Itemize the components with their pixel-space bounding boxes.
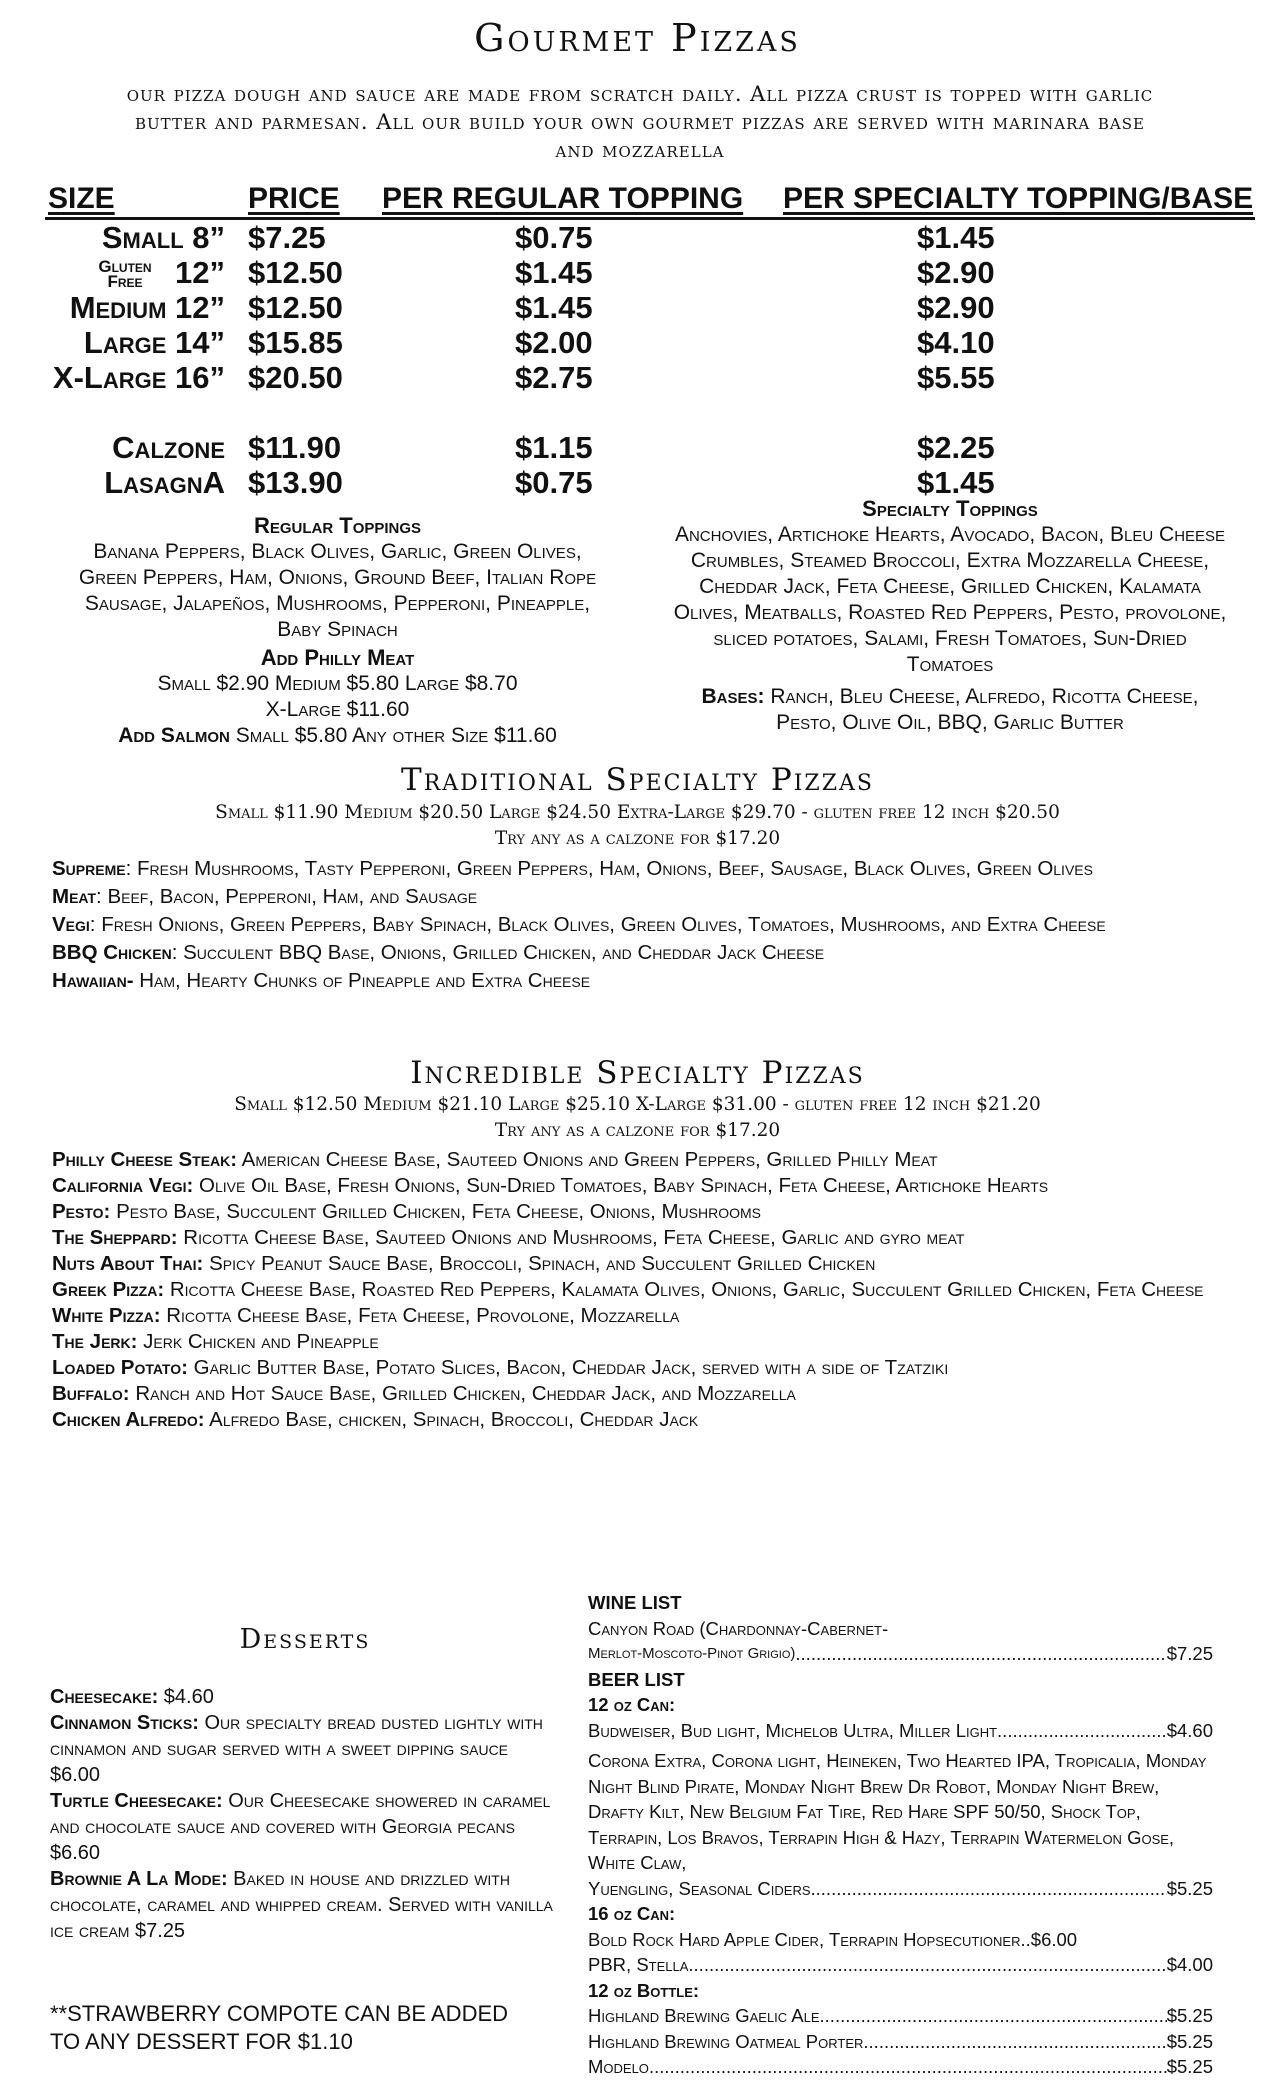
can16-title: 16 oz Can:: [588, 1903, 676, 1924]
item-name: Cheesecake:: [50, 1686, 159, 1708]
leader-dots: [997, 1718, 1167, 1744]
bottle-item: Highland Brewing Gaelic Ale: [588, 2005, 820, 2026]
list-item: [52, 968, 1232, 994]
row-regular: $1.45: [515, 255, 593, 290]
incredible-calzone: Try any as a calzone for $17.20: [494, 1120, 781, 1141]
item-sep: :: [171, 941, 178, 964]
row-price: $7.25: [248, 220, 326, 255]
row-price: $12.50: [248, 290, 343, 325]
item-name: Philly Cheese Steak:: [52, 1148, 238, 1171]
list-item: [52, 884, 1232, 910]
list-item: [52, 856, 1232, 882]
item-name: Hawaiian-: [52, 969, 134, 992]
bottle-price: $5.25: [1166, 2005, 1213, 2026]
bases-list: Ranch, Bleu Cheese, Alfredo, Ricotta Cheese, Pesto, Olive Oil, BBQ, Garlic Butter: [764, 685, 1199, 734]
row-size: Calzone: [112, 430, 225, 465]
can12-domestic: Budweiser, Bud light, Michelob Ultra, Miller Light: [588, 1719, 998, 1741]
can12-list: Corona Extra, Corona light, Heineken, Two Hearted IPA, Tropicalia, Monday Night Blind Pirate, Monday Night Brew Dr Robot, Monday Night Brew, Drafty Kilt, New Belgium Fat Tire, Red Hare SPF 50/50, Shock Top, Terrapin, Los Bravos, Terrapin High & Hazy, Terrapin Watermelon Gose, White Claw,: [588, 1750, 1207, 1873]
item-desc: Pesto Base, Succulent Grilled Chicken, Feta Cheese, Onions, Mushrooms: [110, 1200, 761, 1223]
can12-domestic-price: $4.60: [1166, 1719, 1213, 1741]
list-item: [52, 1303, 1232, 1329]
bottle-line: [588, 2003, 1213, 2029]
row-size: X-Large 16”: [52, 360, 225, 395]
bottle-item: Modelo: [588, 2056, 649, 2077]
row-specialty: $4.10: [917, 325, 995, 360]
row-size: Medium 12”: [69, 290, 225, 325]
list-item: [52, 1147, 1232, 1173]
can12-last-line: [588, 1876, 1213, 1902]
item-name: Chicken Alfredo:: [52, 1408, 205, 1431]
dessert-note: **STRAWBERRY COMPOTE CAN BE ADDED TO ANY DESSERT FOR $1.10: [50, 2001, 509, 2054]
item-name: Cinnamon Sticks:: [50, 1712, 199, 1734]
item-name: Loaded Potato:: [52, 1356, 188, 1379]
philly-prices: Small $2.90 Medium $5.80 Large $8.70: [157, 672, 518, 695]
item-name: Turtle Cheesecake:: [50, 1790, 223, 1812]
row-size-gluten-free: Gluten Free: [98, 257, 152, 291]
price-row: [0, 325, 1275, 361]
item-desc: Our specialty bread dusted lightly with cinnamon and sugar served with a sweet dipping sauce $6.00: [50, 1712, 543, 1786]
header-price: PRICE: [248, 182, 340, 215]
item-name: Meat: [52, 885, 97, 908]
bases-label: Bases:: [701, 685, 765, 708]
traditional-list: [52, 856, 1232, 994]
row-price: $11.90: [248, 430, 342, 465]
leader-dots: [863, 2029, 1166, 2055]
can16-line: [588, 1927, 1213, 1953]
row-regular: $0.75: [515, 220, 593, 255]
bottle-item: Highland Brewing Oatmeal Porter: [588, 2030, 864, 2052]
specialty-toppings: [670, 496, 1230, 736]
price-row: [0, 360, 1275, 396]
item-sep: :: [89, 913, 96, 936]
item-desc: Olive Oil Base, Fresh Onions, Sun-Dried Tomatoes, Baby Spinach, Feta Cheese, Artichoke Hearts: [193, 1174, 1049, 1197]
row-specialty: $5.55: [917, 360, 995, 395]
traditional-calzone: Try any as a calzone for $17.20: [494, 828, 781, 849]
salmon-label: Add Salmon: [118, 724, 230, 747]
leader-dots: [811, 1876, 1167, 1902]
philly-xl-price: X-Large $11.60: [265, 698, 410, 721]
row-price: $12.50: [248, 255, 343, 290]
row-regular: $0.75: [515, 465, 593, 500]
row-specialty: $2.90: [917, 255, 995, 290]
row-regular: $2.00: [515, 325, 593, 360]
item-desc: Fresh Onions, Green Peppers, Baby Spinach, Black Olives, Green Olives, Tomatoes, Mushrooms, and Extra Cheese: [95, 913, 1106, 936]
row-price: $13.90: [248, 465, 343, 500]
leader-dots: [820, 2003, 1167, 2029]
bases-line: [670, 684, 1230, 736]
list-item: [50, 1788, 555, 1866]
bottle-line: [588, 2029, 1213, 2055]
specialty-toppings-list: Anchovies, Artichoke Hearts, Avocado, Bacon, Bleu Cheese Crumbles, Steamed Broccoli, Extra Mozzarella Cheese, Cheddar Jack, Feta Cheese, Grilled Chicken, Kalamata Olives, Meatballs, Roasted Red Peppers, Pesto, provolone, sliced potatoes, Salami, Fresh Tomatoes, Sun-Dried Tomatoes: [673, 523, 1227, 676]
item-desc: Ricotta Cheese Base, Feta Cheese, Provolone, Mozzarella: [160, 1304, 680, 1327]
row-regular: $2.75: [515, 360, 593, 395]
item-desc: Fresh Mushrooms, Tasty Pepperoni, Green Peppers, Ham, Onions, Beef, Sausage, Black Olives, Green Olives: [131, 857, 1093, 880]
traditional-prices: Small $11.90 Medium $20.50 Large $24.50 Extra-Large $29.70 - gluten free 12 inch $20.50: [215, 802, 1060, 823]
item-desc: Spicy Peanut Sauce Base, Broccoli, Spinach, and Succulent Grilled Chicken: [203, 1252, 876, 1275]
item-desc: Beef, Bacon, Pepperoni, Ham, and Sausage: [101, 885, 478, 908]
wine-line: Canyon Road (Chardonnay-Cabernet-: [588, 1617, 889, 1639]
item-desc: Ham, Hearty Chunks of Pineapple and Extra Cheese: [133, 969, 591, 992]
row-specialty: $2.90: [917, 290, 995, 325]
salmon-prices: Small $5.80 Any other Size $11.60: [229, 724, 557, 747]
list-item: [50, 1684, 555, 1710]
row-specialty: $1.45: [917, 465, 995, 500]
item-sep: :: [125, 857, 132, 880]
row-regular: $1.15: [515, 430, 593, 465]
item-desc: $4.60: [158, 1686, 214, 1708]
bottle-line: [588, 2054, 1213, 2080]
leader-dots: [688, 1952, 1166, 1978]
bottle-price: $5.25: [1166, 2056, 1213, 2077]
regular-toppings: [75, 513, 600, 749]
item-name: Supreme: [52, 857, 126, 880]
item-desc: Alfredo Base, chicken, Spinach, Broccoli, Cheddar Jack: [204, 1408, 699, 1431]
list-item: [50, 1710, 555, 1788]
header-specialty-topping: PER SPECIALTY TOPPING/BASE: [783, 182, 1254, 215]
item-desc: Succulent BBQ Base, Onions, Grilled Chicken, and Cheddar Jack Cheese: [177, 941, 825, 964]
bottle-price: $5.25: [1166, 2030, 1213, 2052]
item-name: Greek Pizza:: [52, 1278, 165, 1301]
row-size: Large 14”: [83, 325, 225, 360]
can12-title: 12 oz Can:: [588, 1694, 676, 1715]
item-name: Nuts About Thai:: [52, 1252, 204, 1275]
intro-text: our pizza dough and sauce are made from scratch daily. All pizza crust is topped with garlic butter and parmesan. All our build your own gourmet pizzas are served with marinara base and mozzarella: [126, 82, 1154, 162]
row-size: 12”: [175, 255, 225, 290]
wine-price-line: [588, 1641, 1213, 1667]
item-name: Buffalo:: [52, 1382, 130, 1405]
price-row: [0, 220, 1275, 256]
list-item: [52, 1173, 1232, 1199]
can12-last-price: $5.25: [1166, 1877, 1213, 1899]
price-row: [0, 255, 1275, 291]
regular-toppings-list: Banana Peppers, Black Olives, Garlic, Green Olives, Green Peppers, Ham, Onions, Ground Beef, Italian Rope Sausage, Jalapeños, Mushrooms, Pepperoni, Pineapple, Baby Spinach: [78, 540, 597, 641]
wine-price: $7.25: [1166, 1643, 1213, 1664]
can12-last: Yuengling, Seasonal Ciders: [588, 1877, 811, 1899]
row-size: LasagnA: [104, 465, 225, 500]
list-item: [50, 1866, 555, 1944]
item-name: The Sheppard:: [52, 1226, 178, 1249]
can16-item: Bold Rock Hard Apple Cider, Terrapin Hopsecutioner..: [588, 1928, 1031, 1950]
item-name: White Pizza:: [52, 1304, 161, 1327]
can12-domestic-line: [588, 1718, 1213, 1744]
item-desc: Ranch and Hot Sauce Base, Grilled Chicken, Cheddar Jack, and Mozzarella: [129, 1382, 796, 1405]
page-title: Gourmet Pizzas: [474, 16, 801, 60]
wine-varietals: Merlot-Moscoto-Pinot Grigio): [588, 1645, 796, 1662]
incredible-list: [52, 1147, 1232, 1433]
item-desc: Ricotta Cheese Base, Sauteed Onions and Mushrooms, Feta Cheese, Garlic and gyro meat: [177, 1226, 965, 1249]
row-size: Small 8”: [101, 220, 225, 255]
incredible-prices: Small $12.50 Medium $21.10 Large $25.10 X-Large $31.00 - gluten free 12 inch $21.20: [234, 1094, 1041, 1115]
list-item: [52, 1199, 1232, 1225]
desserts-title: Desserts: [239, 1624, 371, 1655]
list-item: [52, 1329, 1232, 1355]
list-item: [52, 1251, 1232, 1277]
incredible-title: Incredible Specialty Pizzas: [410, 1055, 865, 1091]
price-row: [0, 290, 1275, 326]
can16-item: PBR, Stella: [588, 1954, 689, 1975]
item-desc: Jerk Chicken and Pineapple: [137, 1330, 379, 1353]
traditional-title: Traditional Specialty Pizzas: [401, 762, 874, 798]
item-name: Vegi: [52, 913, 90, 936]
list-item: [52, 1381, 1232, 1407]
list-item: [52, 1355, 1232, 1381]
specialty-toppings-title: Specialty Toppings: [862, 496, 1038, 521]
row-specialty: $2.25: [917, 430, 995, 465]
row-specialty: $1.45: [917, 220, 995, 255]
can16-price: $6.00: [1030, 1928, 1078, 1950]
list-item: [52, 1225, 1232, 1251]
item-desc: Our Cheesecake showered in caramel and chocolate sauce and covered with Georgia pecans $6.60: [50, 1790, 551, 1864]
item-desc: American Cheese Base, Sauteed Onions and Green Peppers, Grilled Philly Meat: [237, 1148, 938, 1171]
item-sep: :: [96, 885, 102, 908]
drinks-list: [588, 1590, 1213, 2080]
beer-title: BEER LIST: [588, 1668, 685, 1690]
row-price: $20.50: [248, 360, 343, 395]
price-row: [0, 430, 1275, 466]
salmon-line: [75, 723, 600, 749]
leader-dots: [649, 2054, 1167, 2080]
list-item: [52, 940, 1232, 966]
philly-title: Add Philly Meat: [260, 645, 415, 670]
item-desc: Baked in house and drizzled with chocolate, caramel and whipped cream. Served with vanilla ice cream $7.25: [50, 1868, 553, 1942]
bottle-title: 12 oz Bottle:: [588, 1979, 700, 2001]
item-desc: Ricotta Cheese Base, Roasted Red Peppers, Kalamata Olives, Onions, Garlic, Succulent Grilled Chicken, Feta Cheese: [164, 1278, 1204, 1301]
wine-title: WINE LIST: [588, 1592, 682, 1613]
header-regular-topping: PER REGULAR TOPPING: [382, 182, 744, 215]
can16-line: [588, 1952, 1213, 1978]
item-name: Brownie A La Mode:: [50, 1868, 228, 1890]
item-name: The Jerk:: [52, 1330, 138, 1353]
row-regular: $1.45: [515, 290, 593, 325]
item-name: BBQ Chicken: [52, 941, 172, 964]
item-name: California Vegi:: [52, 1174, 194, 1197]
item-desc: Garlic Butter Base, Potato Slices, Bacon, Cheddar Jack, served with a side of Tzatziki: [187, 1356, 949, 1379]
item-name: Pesto:: [52, 1200, 111, 1223]
list-item: [52, 1407, 1232, 1433]
list-item: [52, 912, 1232, 938]
list-item: [52, 1277, 1232, 1303]
leader-dots: [795, 1641, 1166, 1667]
can16-price: $4.00: [1166, 1954, 1213, 1975]
row-price: $15.85: [248, 325, 343, 360]
desserts-list: [50, 1684, 555, 1944]
regular-toppings-title: Regular Toppings: [253, 513, 422, 538]
header-size: SIZE: [48, 182, 115, 215]
